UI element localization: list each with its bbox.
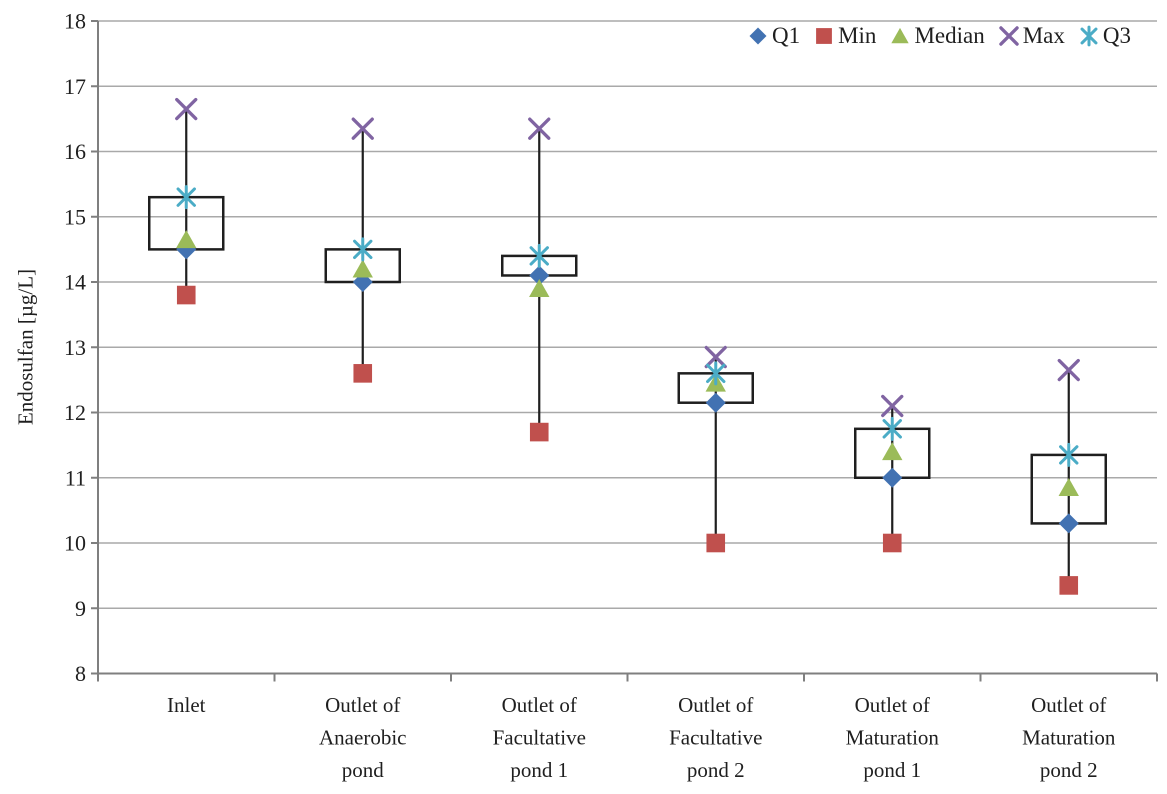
diamond-marker-icon xyxy=(706,393,726,413)
square-marker-icon xyxy=(816,28,832,44)
legend-item-q1 xyxy=(747,23,800,49)
x-category-label-line: Outlet of xyxy=(325,693,401,717)
triangle-marker-icon xyxy=(353,259,373,277)
x-category-label-line: pond xyxy=(341,758,384,782)
x-category-label xyxy=(1022,693,1116,782)
x-category-label xyxy=(167,693,206,717)
x-category-label-line: Facultative xyxy=(492,725,586,750)
square-marker-icon xyxy=(883,534,902,553)
y-tick-label: 14 xyxy=(64,269,86,295)
x-category-label-line: Outlet of xyxy=(1031,693,1107,717)
legend-item-max xyxy=(998,23,1065,49)
x-marker-icon xyxy=(1001,28,1017,44)
legend-marker-asterisk-icon xyxy=(1078,25,1100,47)
asterisk-marker-icon xyxy=(1082,27,1096,45)
triangle-marker-icon xyxy=(1059,478,1079,496)
x-category-label-line: Inlet xyxy=(167,693,206,717)
diamond-marker-icon xyxy=(882,468,902,488)
legend-marker-x-icon xyxy=(998,25,1020,47)
x-category-label-line: Maturation xyxy=(845,725,939,750)
y-tick-label: 17 xyxy=(64,73,86,99)
x-category-label xyxy=(319,693,406,782)
square-marker-icon xyxy=(530,423,549,442)
x-category-label-line: Anaerobic xyxy=(319,725,407,750)
legend-label: Median xyxy=(914,23,985,48)
y-tick-label: 9 xyxy=(75,595,86,621)
y-tick-label: 11 xyxy=(64,465,86,491)
x-category-label xyxy=(493,693,586,782)
y-tick-label: 13 xyxy=(64,334,86,360)
y-tick-label: 8 xyxy=(75,661,86,686)
square-marker-icon xyxy=(706,534,725,553)
legend-item-median xyxy=(889,23,984,49)
x-category-label-line: Outlet of xyxy=(678,693,754,717)
legend-label: Q3 xyxy=(1102,23,1131,48)
x-category-label-line: pond 2 xyxy=(686,758,745,782)
square-marker-icon xyxy=(353,364,372,383)
legend-label: Q1 xyxy=(771,23,801,48)
x-category-label-line: pond 2 xyxy=(1039,758,1098,782)
diamond-marker-icon xyxy=(749,28,766,45)
x-category-label-line: pond 1 xyxy=(510,758,569,782)
x-category-label xyxy=(669,693,762,782)
legend-item-min xyxy=(813,23,876,49)
x-category-label-line: Facultative xyxy=(669,725,763,750)
y-tick-label: 16 xyxy=(64,139,86,164)
legend-label: Min xyxy=(838,23,877,48)
legend-label: Max xyxy=(1022,23,1065,48)
legend-marker-diamond-icon xyxy=(747,25,769,47)
square-marker-icon xyxy=(1059,576,1078,595)
x-category-label xyxy=(846,693,940,782)
x-category-label-line: Maturation xyxy=(1022,725,1116,750)
y-axis-title: Endosulfan [µg/L] xyxy=(13,268,38,426)
x-category-label-line: pond 1 xyxy=(863,758,922,782)
triangle-marker-icon xyxy=(176,230,196,248)
y-tick-label: 18 xyxy=(64,8,86,34)
triangle-marker-icon xyxy=(882,442,902,460)
legend-item-q3 xyxy=(1078,23,1131,49)
y-tick-label: 10 xyxy=(64,530,86,556)
y-tick-label: 15 xyxy=(64,204,86,230)
square-marker-icon xyxy=(177,286,196,305)
legend-marker-triangle-icon xyxy=(889,25,911,47)
legend xyxy=(747,23,1131,49)
x-category-label-line: Outlet of xyxy=(854,693,930,717)
legend-marker-square-icon xyxy=(813,25,835,47)
triangle-marker-icon xyxy=(892,28,909,43)
y-tick-label: 12 xyxy=(64,400,86,425)
x-category-label-line: Outlet of xyxy=(501,693,577,717)
diamond-marker-icon xyxy=(1059,513,1079,533)
